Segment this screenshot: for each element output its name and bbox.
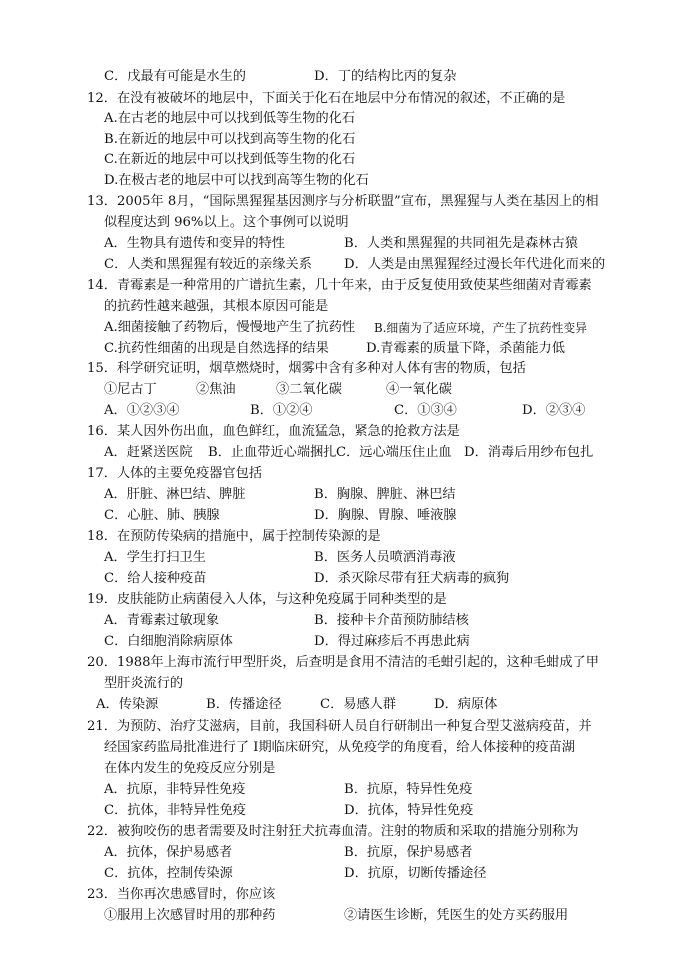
option-d: D．人类是由黑猩猩经过漫长年代进化而来的 bbox=[344, 257, 606, 272]
option-d: D．抗体，特异性免疫 bbox=[344, 803, 474, 818]
option-c: C．给人接种疫苗 bbox=[104, 571, 207, 586]
option-c: C．戊最有可能是水生的 bbox=[104, 69, 246, 84]
option-a: A．肝脏、淋巴结、脾脏 bbox=[104, 487, 246, 502]
option-b: B．接种卡介苗预防肺结核 bbox=[314, 613, 469, 628]
option-c: C．抗体，非特异性免疫 bbox=[104, 803, 246, 818]
option-b: B．医务人员喷洒消毒液 bbox=[314, 550, 456, 565]
item-1: ①服用上次感冒时用的那种药 bbox=[104, 908, 276, 923]
item-3: ③二氧化碳 bbox=[276, 382, 342, 397]
q12-option-c: C.在新近的地层中可以找到低等生物的化石 bbox=[104, 152, 356, 167]
option-b: B．①②④ bbox=[250, 403, 313, 418]
q19-stem: 19．皮肤能防止病菌侵入人体，与这种免疫属于同种类型的是 bbox=[87, 592, 447, 607]
option-a: A．传染源 bbox=[96, 697, 159, 712]
option-c: C．易感人群 bbox=[320, 697, 397, 712]
option-d: D．抗原，切断传播途径 bbox=[344, 866, 487, 881]
option-b: B．胸腺、脾脏、淋巴结 bbox=[314, 487, 456, 502]
option-a: A．赶紧送医院 bbox=[104, 445, 193, 460]
q12-option-d: D.在极古老的地层中可以找到高等生物的化石 bbox=[104, 173, 369, 188]
option-a: A.细菌接触了药物后，慢慢地产生了抗药性 bbox=[104, 320, 356, 335]
q16-stem: 16．某人因外伤出血，血色鲜红，血流猛急，紧急的抢救方法是 bbox=[87, 424, 460, 439]
option-d: D.青霉素的质量下降，杀菌能力低 bbox=[366, 341, 565, 356]
option-c: C．人类和黑猩猩有较近的亲缘关系 bbox=[104, 257, 312, 272]
option-d: D．②③④ bbox=[522, 403, 586, 418]
option-b: B．止血带近心端捆扎 bbox=[208, 445, 337, 460]
option-d: D．消毒后用纱布包扎 bbox=[464, 445, 594, 460]
item-2: ②焦油 bbox=[196, 382, 236, 397]
q21-stem: 21．为预防、治疗艾滋病，目前，我国科研人员自行研制出一种复合型艾滋病疫苗，并 bbox=[87, 719, 592, 734]
option-b: B．抗原，保护易感者 bbox=[344, 845, 473, 860]
q22-stem: 22．被狗咬伤的患者需要及时注射狂犬抗毒血清。注射的物质和采取的措施分别称为 bbox=[87, 824, 579, 839]
option-d: D．病原体 bbox=[434, 697, 498, 712]
q23-stem: 23．当你再次患感冒时，你应该 bbox=[87, 887, 276, 902]
option-b: B.细菌为了适应环境，产生了抗药性变异 bbox=[374, 321, 587, 335]
q17-stem: 17．人体的主要免疫器官包括 bbox=[87, 466, 263, 481]
q20-stem-cont: 型肝炎流行的 bbox=[104, 676, 184, 691]
q14-stem: 14．青霉素是一种常用的广谱抗生素，几十年来，由于反复使用致使某些细菌对青霉素 bbox=[87, 278, 592, 293]
option-b: B．传播途径 bbox=[206, 697, 282, 712]
item-2: ②请医生诊断，凭医生的处方买药服用 bbox=[344, 908, 569, 923]
q12-option-a: A.在古老的地层中可以找到低等生物的化石 bbox=[104, 111, 356, 126]
option-d: D．杀灭除尽带有狂犬病毒的疯狗 bbox=[314, 571, 510, 586]
option-a: A．生物具有遗传和变异的特性 bbox=[104, 236, 285, 251]
option-d: D．丁的结构比丙的复杂 bbox=[314, 69, 457, 84]
option-c: C．远心端压住止血 bbox=[336, 445, 452, 460]
q20-stem: 20．1988年上海市流行甲型肝炎，后查明是食用不清洁的毛蚶引起的，这种毛蚶成了甲 bbox=[87, 655, 599, 670]
option-c: C．白细胞消除病原体 bbox=[104, 634, 233, 649]
q13-stem-cont: 似程度达到 96%以上。这个事例可以说明 bbox=[104, 215, 349, 230]
q15-stem: 15．科学研究证明，烟草燃烧时，烟雾中含有多种对人体有害的物质，包括 bbox=[87, 361, 526, 376]
option-c: C.抗药性细菌的出现是自然选择的结果 bbox=[104, 341, 329, 356]
q13-stem: 13．2005年 8月，“国际黑猩猩基因测序与分析联盟”宣布，黑猩猩与人类在基因上的相 bbox=[87, 194, 599, 209]
option-c: C．抗体，控制传染源 bbox=[104, 866, 233, 881]
item-1: ①尼古丁 bbox=[104, 382, 157, 397]
q18-stem: 18．在预防传染病的措施中，属于控制传染源的是 bbox=[87, 529, 381, 544]
option-a: A．青霉素过敏现象 bbox=[104, 613, 220, 628]
option-a: A．抗体，保护易感者 bbox=[104, 845, 233, 860]
q21-stem-cont2: 在体内发生的免疫反应分别是 bbox=[104, 761, 276, 776]
option-a: A．学生打扫卫生 bbox=[104, 550, 206, 565]
option-b: B．人类和黑猩猩的共同祖先是森林古猿 bbox=[344, 236, 578, 251]
q12-option-b: B.在新近的地层中可以找到高等生物的化石 bbox=[104, 132, 356, 147]
q21-stem-cont: 经国家药监局批准进行了 I期临床研究，从免疫学的角度看，给人体接种的疫苗湖 bbox=[104, 740, 575, 755]
option-d: D．胸腺、胃腺、唾液腺 bbox=[314, 508, 457, 523]
q12-stem: 12．在没有被破坏的地层中，下面关于化石在地层中分布情况的叙述，不正确的是 bbox=[87, 91, 566, 106]
option-a: A．①②③④ bbox=[104, 403, 180, 418]
option-c: C．心脏、肺、胰腺 bbox=[104, 508, 220, 523]
option-b: B．抗原，特异性免疫 bbox=[344, 782, 473, 797]
q14-stem-cont: 的抗药性越来越强，其根本原因可能是 bbox=[104, 299, 329, 314]
option-c: C．①③④ bbox=[394, 403, 457, 418]
option-a: A．抗原，非特异性免疫 bbox=[104, 782, 246, 797]
option-d: D．得过麻疹后不再患此病 bbox=[314, 634, 470, 649]
item-4: ④一氧化碳 bbox=[386, 382, 452, 397]
